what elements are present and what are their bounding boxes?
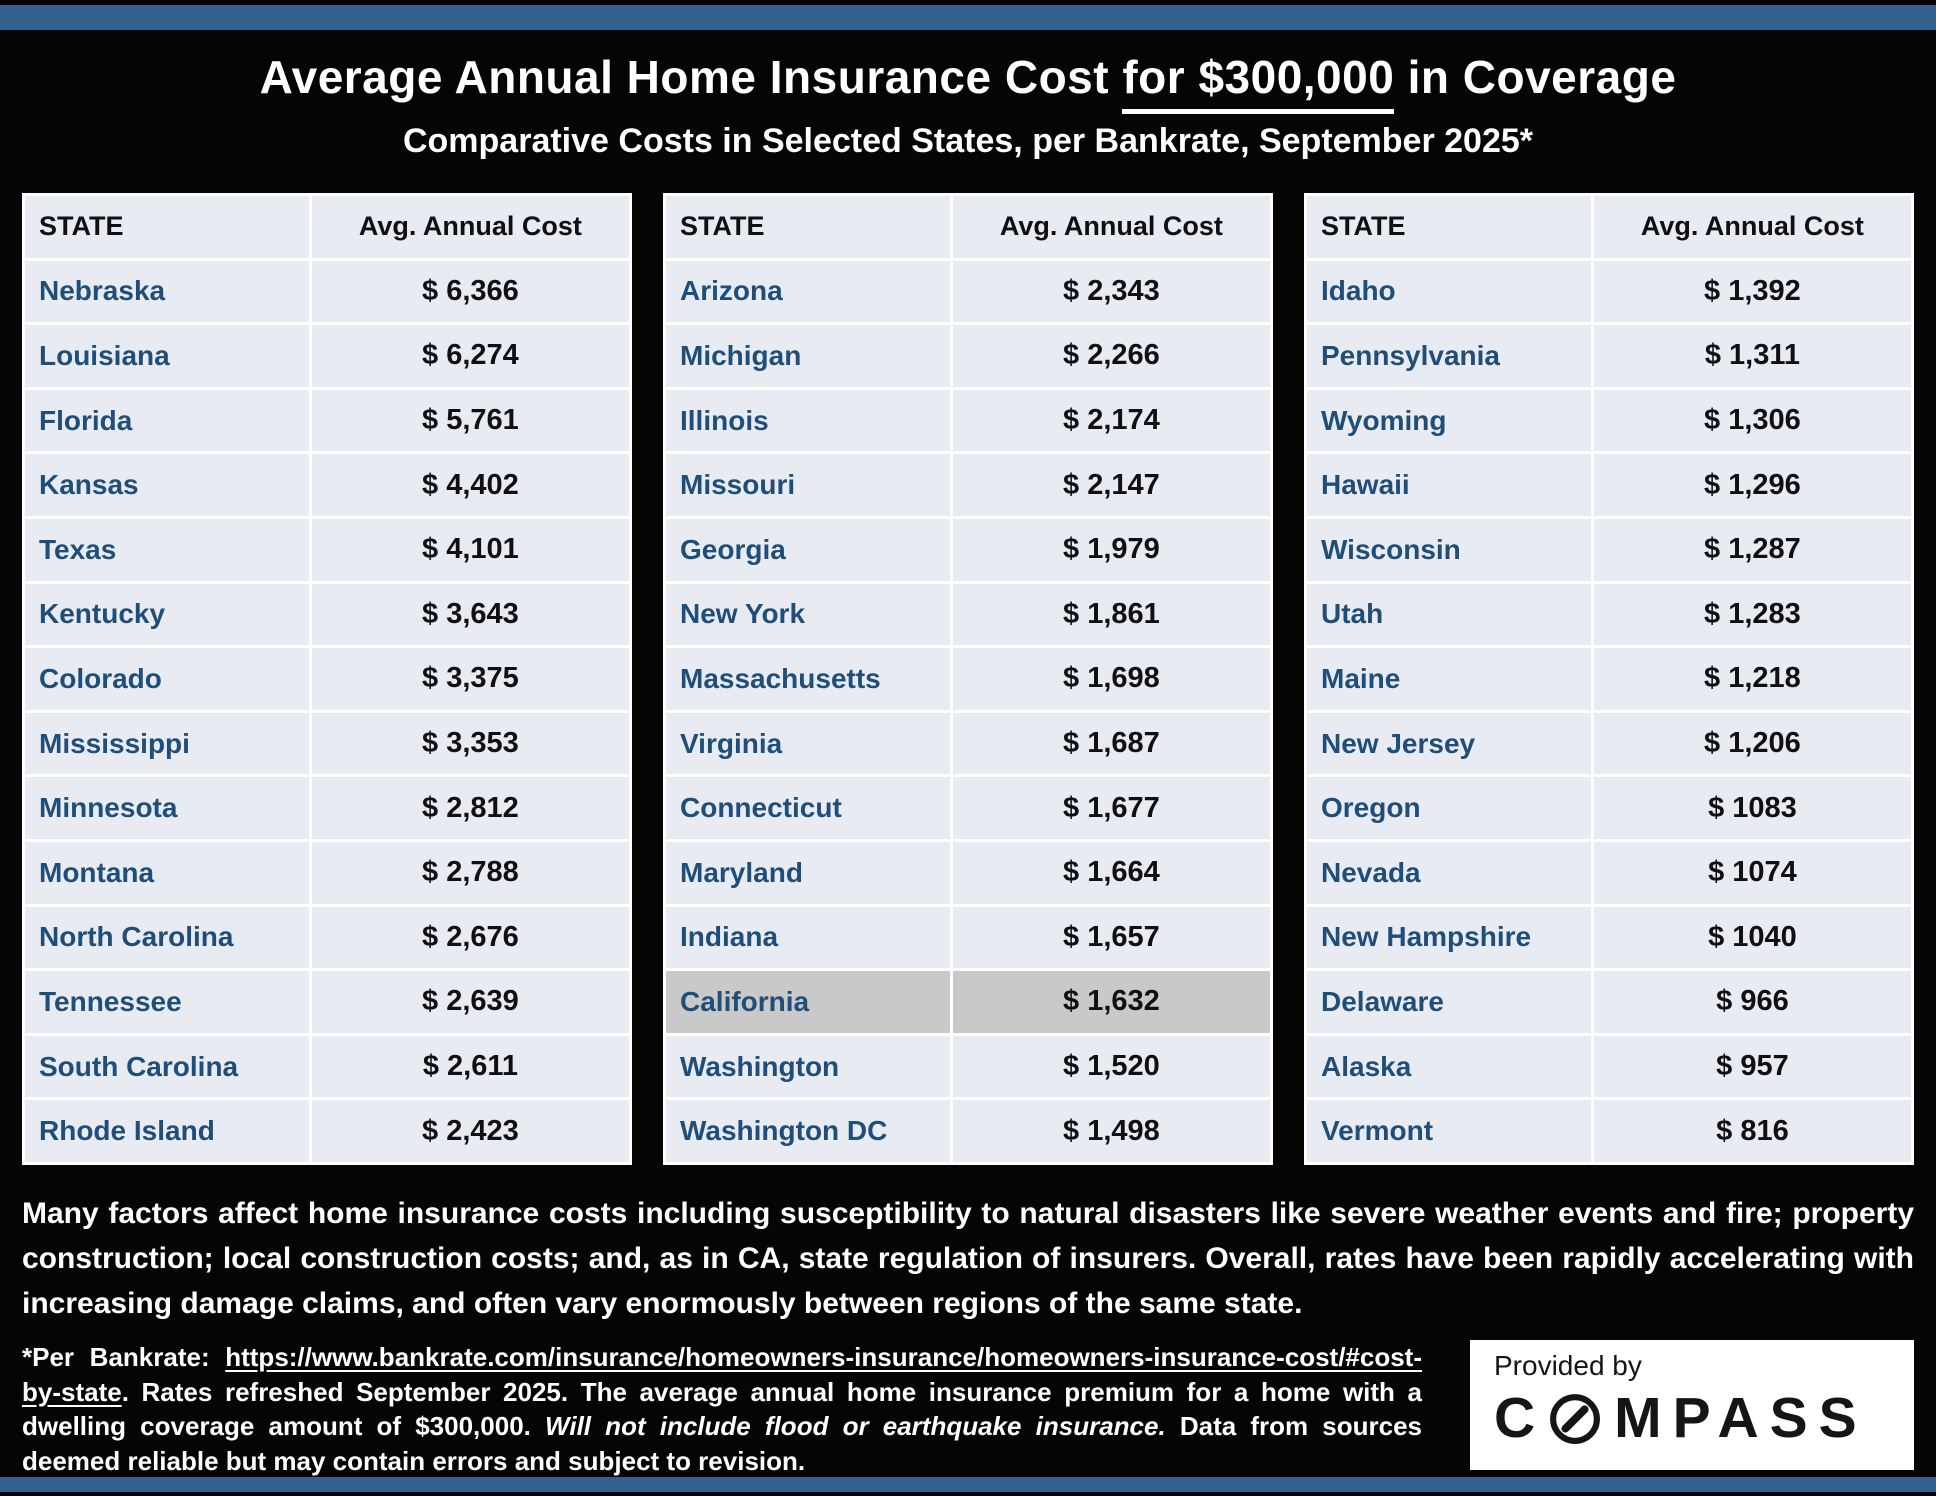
state-name: Colorado — [25, 648, 309, 710]
tables-region — [22, 193, 1914, 1165]
column-header-cost: Avg. Annual Cost — [312, 196, 629, 258]
cost-value: $ 1,657 — [953, 907, 1270, 969]
state-name: Alaska — [1307, 1036, 1591, 1098]
state-name: Tennessee — [25, 971, 309, 1033]
title-text-end: in Coverage — [1394, 51, 1677, 103]
state-name: Indiana — [666, 907, 950, 969]
state-name: Minnesota — [25, 777, 309, 839]
table-row-oregon — [1307, 777, 1911, 839]
title-text: Average Annual Home Insurance Cost — [259, 51, 1123, 103]
state-name: Utah — [1307, 584, 1591, 646]
compass-wordmark-rest: MPASS — [1614, 1386, 1868, 1450]
state-name: Maine — [1307, 648, 1591, 710]
footnote-prefix: *Per Bankrate: — [22, 1342, 226, 1372]
table-row-nevada — [1307, 842, 1911, 904]
state-name: Texas — [25, 519, 309, 581]
table-header-row — [666, 196, 1270, 258]
state-name: Arizona — [666, 261, 950, 323]
cost-value: $ 1,283 — [1594, 584, 1911, 646]
cost-value: $ 2,676 — [312, 907, 629, 969]
table-row-georgia — [666, 519, 1270, 581]
table-row-tennessee — [25, 971, 629, 1033]
cost-value: $ 1083 — [1594, 777, 1911, 839]
state-name: Vermont — [1307, 1100, 1591, 1162]
state-name: New York — [666, 584, 950, 646]
cost-value: $ 2,611 — [312, 1036, 629, 1098]
cost-value: $ 3,353 — [312, 713, 629, 775]
cost-value: $ 2,812 — [312, 777, 629, 839]
footnote-italic-note: Will not include flood or earthquake insurance. — [545, 1411, 1166, 1442]
table-row-utah — [1307, 584, 1911, 646]
top-accent-bar — [0, 5, 1936, 30]
cost-value: $ 1,296 — [1594, 454, 1911, 516]
cost-value: $ 1,218 — [1594, 648, 1911, 710]
cost-value: $ 2,147 — [953, 454, 1270, 516]
state-name: Florida — [25, 390, 309, 452]
footnote-middle: . Rates refreshed September 2025. The average annual home insurance premium for a home with a dwelling coverage amount of $300,000. — [22, 1376, 1422, 1442]
cost-value: $ 1,392 — [1594, 261, 1911, 323]
table-row-indiana — [666, 907, 1270, 969]
state-name: Hawaii — [1307, 454, 1591, 516]
footnote-suffix: Data from sources deemed reliable but may contain errors and subject to revision. — [22, 1411, 1422, 1476]
cost-value: $ 2,343 — [953, 261, 1270, 323]
cost-value: $ 2,639 — [312, 971, 629, 1033]
column-header-cost: Avg. Annual Cost — [953, 196, 1270, 258]
cost-value: $ 816 — [1594, 1100, 1911, 1162]
table-row-pennsylvania — [1307, 325, 1911, 387]
table-header-row — [25, 196, 629, 258]
table-row-delaware — [1307, 971, 1911, 1033]
cost-value: $ 1,979 — [953, 519, 1270, 581]
table-row-florida — [25, 390, 629, 452]
cost-value: $ 1,206 — [1594, 713, 1911, 775]
cost-value: $ 1,632 — [953, 971, 1270, 1033]
table-row-massachusetts — [666, 648, 1270, 710]
table-row-wisconsin — [1307, 519, 1911, 581]
table-row-south-carolina — [25, 1036, 629, 1098]
state-name: Delaware — [1307, 971, 1591, 1033]
provided-by-label: Provided by — [1494, 1350, 1642, 1381]
table-row-california — [666, 971, 1270, 1033]
page-subtitle: Comparative Costs in Selected States, per Bankrate, September 2025* — [402, 122, 1534, 160]
cost-value: $ 1040 — [1594, 907, 1911, 969]
state-name: Rhode Island — [25, 1100, 309, 1162]
compass-logo — [1470, 1340, 1914, 1470]
state-name: Wyoming — [1307, 390, 1591, 452]
compass-o-icon — [1547, 1391, 1603, 1447]
state-name: Oregon — [1307, 777, 1591, 839]
cost-value: $ 3,643 — [312, 584, 629, 646]
cost-value: $ 1,664 — [953, 842, 1270, 904]
column-header-state: STATE — [25, 196, 309, 258]
state-name: Montana — [25, 842, 309, 904]
table-row-washington-dc — [666, 1100, 1270, 1162]
state-name: New Hampshire — [1307, 907, 1591, 969]
state-name: Mississippi — [25, 713, 309, 775]
cost-value: $ 1,861 — [953, 584, 1270, 646]
cost-value: $ 966 — [1594, 971, 1911, 1033]
state-name: Nebraska — [25, 261, 309, 323]
header — [0, 50, 1936, 161]
table-row-hawaii — [1307, 454, 1911, 516]
column-header-state: STATE — [666, 196, 950, 258]
cost-value: $ 2,266 — [953, 325, 1270, 387]
state-name: North Carolina — [25, 907, 309, 969]
state-name: Kentucky — [25, 584, 309, 646]
bottom-accent-bar — [0, 1477, 1936, 1492]
cost-value: $ 6,366 — [312, 261, 629, 323]
state-name: Connecticut — [666, 777, 950, 839]
cost-value: $ 4,101 — [312, 519, 629, 581]
source-footnote — [22, 1340, 1422, 1478]
cost-value: $ 1,520 — [953, 1036, 1270, 1098]
title-underlined-text: for $300,000 — [1122, 51, 1394, 114]
table-row-missouri — [666, 454, 1270, 516]
table-row-kentucky — [25, 584, 629, 646]
cost-value: $ 2,174 — [953, 390, 1270, 452]
table-row-connecticut — [666, 777, 1270, 839]
cost-value: $ 957 — [1594, 1036, 1911, 1098]
cost-value: $ 1,698 — [953, 648, 1270, 710]
table-row-new-jersey — [1307, 713, 1911, 775]
footer-row — [22, 1340, 1914, 1478]
table-row-louisiana — [25, 325, 629, 387]
table-row-maryland — [666, 842, 1270, 904]
cost-value: $ 1,306 — [1594, 390, 1911, 452]
state-name: Idaho — [1307, 261, 1591, 323]
state-name: Georgia — [666, 519, 950, 581]
table-row-alaska — [1307, 1036, 1911, 1098]
state-name: California — [666, 971, 950, 1033]
state-name: Louisiana — [25, 325, 309, 387]
column-header-cost: Avg. Annual Cost — [1594, 196, 1911, 258]
table-row-idaho — [1307, 261, 1911, 323]
state-name: Maryland — [666, 842, 950, 904]
cost-value: $ 6,274 — [312, 325, 629, 387]
table-header-row — [1307, 196, 1911, 258]
cost-value: $ 1,287 — [1594, 519, 1911, 581]
compass-wordmark — [1494, 1386, 1890, 1450]
cost-table-left — [22, 193, 632, 1165]
state-name: Washington — [666, 1036, 950, 1098]
cost-value: $ 1,677 — [953, 777, 1270, 839]
cost-value: $ 1,687 — [953, 713, 1270, 775]
state-name: New Jersey — [1307, 713, 1591, 775]
cost-value: $ 2,423 — [312, 1100, 629, 1162]
cost-value: $ 3,375 — [312, 648, 629, 710]
state-name: Michigan — [666, 325, 950, 387]
table-row-kansas — [25, 454, 629, 516]
table-row-virginia — [666, 713, 1270, 775]
cost-value: $ 1,311 — [1594, 325, 1911, 387]
table-row-north-carolina — [25, 907, 629, 969]
table-row-montana — [25, 842, 629, 904]
bankrate-link[interactable]: https://www.bankrate.com/insurance/homeowners-insurance/homeowners-insurance-cost/#cost-by-state — [22, 1342, 1422, 1407]
state-name: Nevada — [1307, 842, 1591, 904]
state-name: Illinois — [666, 390, 950, 452]
compass-wordmark-first-letter: C — [1494, 1386, 1547, 1450]
state-name: Missouri — [666, 454, 950, 516]
state-name: Massachusetts — [666, 648, 950, 710]
state-name: Pennsylvania — [1307, 325, 1591, 387]
table-row-minnesota — [25, 777, 629, 839]
cost-value: $ 2,788 — [312, 842, 629, 904]
table-row-wyoming — [1307, 390, 1911, 452]
table-row-nebraska — [25, 261, 629, 323]
table-row-mississippi — [25, 713, 629, 775]
cost-value: $ 5,761 — [312, 390, 629, 452]
cost-table-right — [1304, 193, 1914, 1165]
column-header-state: STATE — [1307, 196, 1591, 258]
table-row-colorado — [25, 648, 629, 710]
state-name: Kansas — [25, 454, 309, 516]
state-name: South Carolina — [25, 1036, 309, 1098]
table-row-arizona — [666, 261, 1270, 323]
table-row-washington — [666, 1036, 1270, 1098]
cost-value: $ 1074 — [1594, 842, 1911, 904]
table-row-michigan — [666, 325, 1270, 387]
cost-value: $ 4,402 — [312, 454, 629, 516]
table-row-vermont — [1307, 1100, 1911, 1162]
table-row-maine — [1307, 648, 1911, 710]
table-row-rhode-island — [25, 1100, 629, 1162]
table-row-texas — [25, 519, 629, 581]
page-title — [0, 50, 1936, 104]
table-row-new-york — [666, 584, 1270, 646]
state-name: Wisconsin — [1307, 519, 1591, 581]
cost-table-middle — [663, 193, 1273, 1165]
commentary-paragraph: Many factors affect home insurance costs including susceptibility to natural disasters like severe weather events and fire; property construction; local construction costs; and, as in CA, state regulation of insurers. Overall, rates have been rapidly accelerating with increasing damage claims, and often vary enormously between regions of the same state. — [22, 1197, 1914, 1320]
cost-value: $ 1,498 — [953, 1100, 1270, 1162]
state-name: Virginia — [666, 713, 950, 775]
table-row-illinois — [666, 390, 1270, 452]
state-name: Washington DC — [666, 1100, 950, 1162]
table-row-new-hampshire — [1307, 907, 1911, 969]
